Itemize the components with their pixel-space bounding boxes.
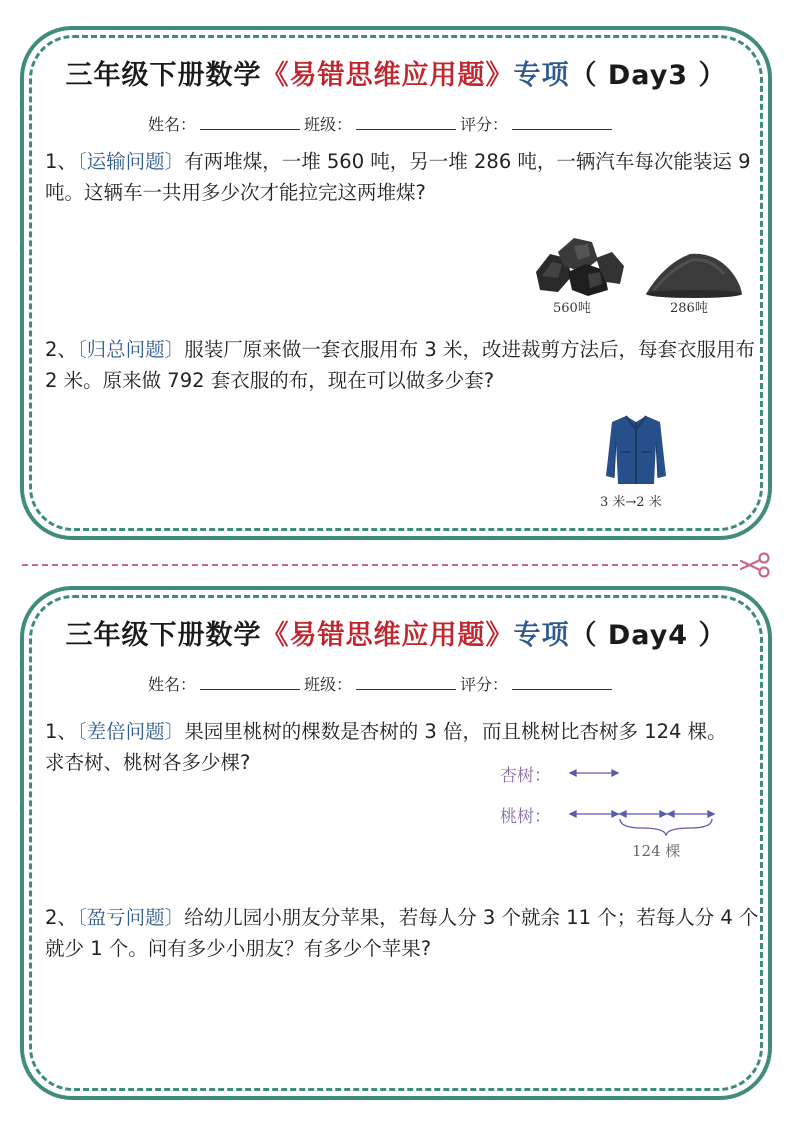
difference-label: 124 棵 — [632, 842, 681, 860]
title-suffix: 专项 — [513, 620, 570, 651]
title-suffix: 专项 — [513, 60, 570, 91]
coal-lump-icon — [528, 232, 628, 298]
worksheet-card-day4 — [20, 586, 772, 1100]
scissors-icon — [739, 552, 771, 578]
cut-line — [22, 564, 738, 566]
name-label: 姓名： — [148, 675, 197, 694]
title-main: 《易错思维应用题》 — [261, 60, 514, 91]
title-prefix: 三年级下册数学 — [65, 620, 262, 651]
worksheet-card-day3 — [20, 26, 772, 540]
coal-pile-icon — [644, 244, 744, 298]
title-day: （ Day3 ） — [569, 60, 727, 91]
score-label: 评分： — [460, 675, 509, 694]
card-title — [20, 53, 772, 92]
question-number: 1、 — [45, 720, 77, 743]
question-number: 2、 — [45, 338, 77, 361]
class-label: 班级： — [304, 675, 353, 694]
question-2 — [45, 902, 760, 964]
score-label: 评分： — [460, 115, 509, 134]
question-tag: 〔差倍问题〕 — [76, 720, 185, 743]
card-title — [20, 613, 772, 652]
score-field[interactable] — [512, 675, 612, 690]
peach-label: 桃树： — [500, 807, 551, 827]
question-tag: 〔盈亏问题〕 — [76, 906, 185, 929]
coal-lump-caption: 560吨 — [553, 301, 591, 316]
question-1 — [45, 146, 760, 208]
question-2 — [45, 334, 760, 396]
coal-pile-caption: 286吨 — [670, 301, 708, 316]
student-info-row — [148, 672, 616, 695]
question-text: 有两堆煤，一堆 560 吨，另一堆 286 吨，一辆汽车每次能装运 9 吨。这辆车一共用多少次才能拉完这两堆煤? — [45, 150, 751, 204]
question-tag: 〔归总问题〕 — [76, 338, 185, 361]
name-field[interactable] — [200, 115, 300, 130]
question-tag: 〔运输问题〕 — [76, 150, 185, 173]
question-text: 服装厂原来做一套衣服用布 3 米，改进裁剪方法后，每套衣服用布 2 米。原来做 792 套衣服的布，现在可以做多少套? — [45, 338, 755, 392]
question-text: 给幼儿园小朋友分苹果，若每人分 3 个就余 11 个；若每人分 4 个就少 1 个。问有多少小朋友？有多少个苹果? — [45, 906, 759, 960]
student-info-row — [148, 112, 616, 135]
segment-diagram — [560, 756, 730, 836]
class-field[interactable] — [356, 115, 456, 130]
score-field[interactable] — [512, 115, 612, 130]
question-number: 1、 — [45, 150, 77, 173]
apricot-label: 杏树： — [500, 766, 551, 786]
name-label: 姓名： — [148, 115, 197, 134]
jacket-icon — [604, 412, 668, 486]
title-day: （ Day4 ） — [569, 620, 727, 651]
title-prefix: 三年级下册数学 — [65, 60, 262, 91]
class-label: 班级： — [304, 115, 353, 134]
jacket-caption: 3 米→2 米 — [600, 495, 662, 510]
question-number: 2、 — [45, 906, 77, 929]
class-field[interactable] — [356, 675, 456, 690]
question-text: 果园里桃树的棵数是杏树的 3 倍，而且桃树比杏树多 124 棵。求杏树、桃树各多少棵? — [45, 720, 727, 774]
title-main: 《易错思维应用题》 — [261, 620, 514, 651]
name-field[interactable] — [200, 675, 300, 690]
